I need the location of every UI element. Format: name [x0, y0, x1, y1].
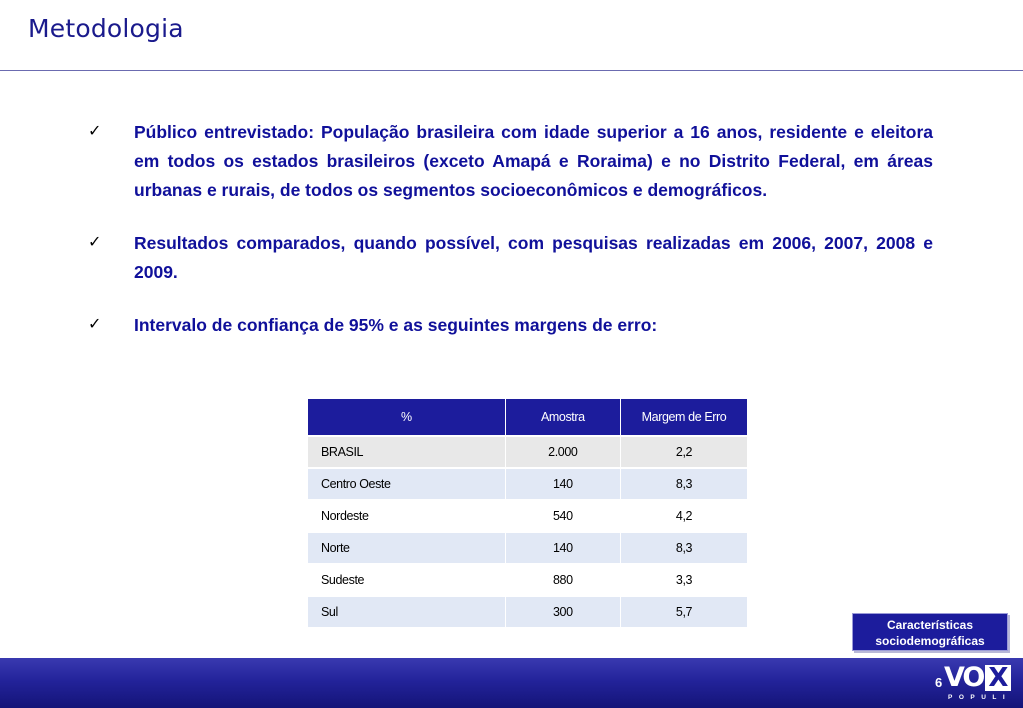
page-title: Metodologia: [28, 14, 184, 43]
badge-line-2: sociodemográficas: [875, 634, 985, 648]
table-row: [308, 564, 748, 596]
table-row: [308, 596, 748, 627]
page-number: 6: [935, 675, 943, 690]
error-margin-table: [308, 399, 748, 627]
margin-cell: 2,2: [620, 436, 747, 468]
logo-mark: [944, 664, 1016, 692]
logo-x-box: X: [985, 665, 1011, 691]
bullet-list: [88, 118, 933, 364]
margin-cell: 4,2: [620, 500, 747, 532]
badge-line-1: Características: [886, 618, 974, 632]
footer-bar: [0, 658, 1023, 708]
table-row: [308, 436, 748, 468]
title-divider: [0, 70, 1023, 71]
sample-cell: 300: [505, 596, 620, 627]
bullet-text: Intervalo de confiança de 95% e as seguintes margens de erro:: [134, 315, 658, 335]
sociodemographic-nav-button[interactable]: [852, 613, 1008, 651]
sample-cell: 2.000: [505, 436, 620, 468]
bullet-item: [88, 311, 933, 340]
margin-cell: 8,3: [620, 532, 747, 564]
checkmark-icon: ✓: [88, 314, 102, 333]
table-row: [308, 500, 748, 532]
margin-cell: 5,7: [620, 596, 747, 627]
sample-cell: 140: [505, 468, 620, 500]
region-cell: BRASIL: [308, 436, 505, 468]
bullet-item: [88, 229, 933, 287]
region-cell: Sul: [308, 596, 505, 627]
header-margin: Margem de Erro: [620, 399, 747, 436]
sample-cell: 140: [505, 532, 620, 564]
region-cell: Norte: [308, 532, 505, 564]
header-sample: Amostra: [505, 399, 620, 436]
margin-cell: 3,3: [620, 564, 747, 596]
region-cell: Sudeste: [308, 564, 505, 596]
vox-populi-logo: [944, 664, 1016, 704]
bullet-text: Resultados comparados, quando possível, com pesquisas realizadas em 2006, 2007, 2008 e 2009.: [134, 233, 933, 282]
bullet-item: [88, 118, 933, 205]
checkmark-icon: ✓: [88, 121, 102, 140]
margin-cell: 8,3: [620, 468, 747, 500]
bullet-text: Público entrevistado: População brasileira com idade superior a 16 anos, residente e eleitora em todos os estados brasileiros (exceto Amapá e Roraima) e no Distrito Federal, em áreas urbanas e rurais, de todos os segmentos socioeconômicos e demográficos.: [134, 122, 933, 200]
logo-vo-text: VO: [944, 662, 984, 693]
region-cell: Centro Oeste: [308, 468, 505, 500]
region-cell: Nordeste: [308, 500, 505, 532]
header-percent: %: [308, 399, 505, 436]
logo-subtitle: POPULI: [948, 694, 1012, 701]
sample-cell: 880: [505, 564, 620, 596]
table-row: [308, 468, 748, 500]
table-row: [308, 532, 748, 564]
checkmark-icon: ✓: [88, 232, 102, 251]
table-header-row: [308, 399, 748, 436]
sample-cell: 540: [505, 500, 620, 532]
